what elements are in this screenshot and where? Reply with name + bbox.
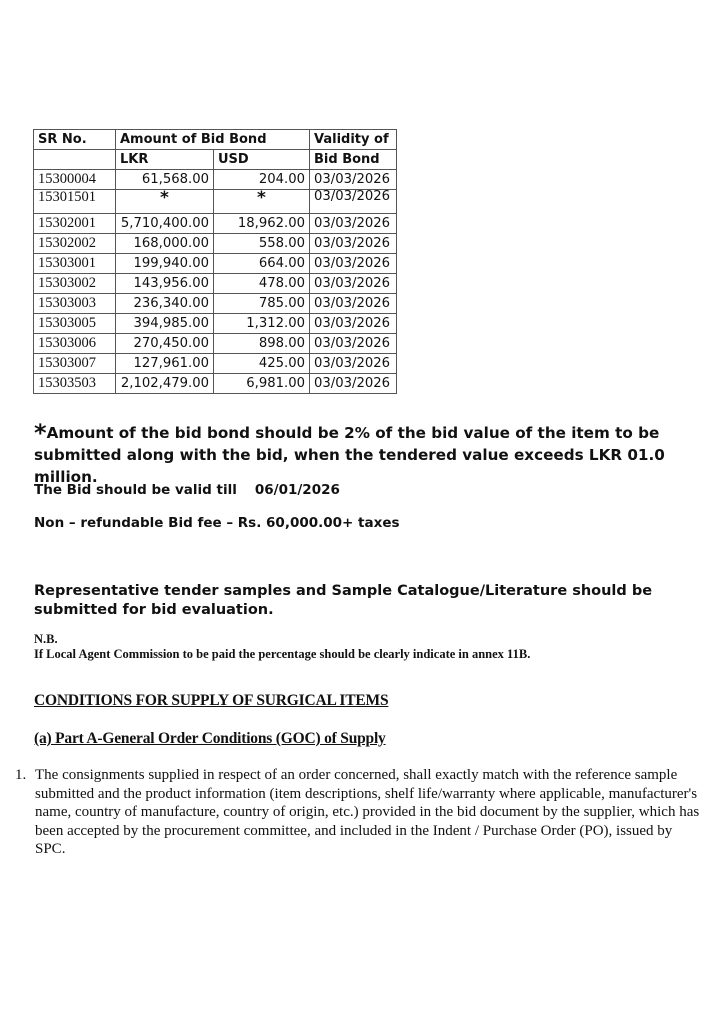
cell-usd: 664.00 <box>214 254 310 274</box>
cell-validity: 03/03/2026 <box>310 314 397 334</box>
header-validity-line1: Validity of <box>310 130 397 150</box>
cell-usd: 425.00 <box>214 354 310 374</box>
cell-validity: 03/03/2026 <box>310 294 397 314</box>
cell-sr-no: 15303503 <box>34 374 116 394</box>
table-row <box>34 234 397 254</box>
cell-usd: 1,312.00 <box>214 314 310 334</box>
table-row <box>34 374 397 394</box>
cell-validity: 03/03/2026 <box>310 234 397 254</box>
cell-sr-no: 15303007 <box>34 354 116 374</box>
cell-lkr: 270,450.00 <box>116 334 214 354</box>
nb-label: N.B. <box>34 632 58 646</box>
cell-validity: 03/03/2026 <box>310 274 397 294</box>
bid-bond-note <box>34 419 704 488</box>
table-row <box>34 254 397 274</box>
nb-text: If Local Agent Commission to be paid the percentage should be clearly indicate in annex 11B. <box>34 647 531 661</box>
cell-sr-no: 15303001 <box>34 254 116 274</box>
cell-validity: 03/03/2026 <box>310 254 397 274</box>
asterisk-marker: * <box>34 419 47 447</box>
cell-sr-no: 15302001 <box>34 214 116 234</box>
cell-sr-no: 15303003 <box>34 294 116 314</box>
header-sr-no: SR No. <box>34 130 116 150</box>
cell-usd: 18,962.00 <box>214 214 310 234</box>
table-row <box>34 294 397 314</box>
condition-item-text: The consignments supplied in respect of an order concerned, shall exactly match with the reference sample submitted and the product information (item descriptions, shelf life/warranty where applicable, manufacturer's name, country of manufacture, country of origin, etc.) provided in the bid document by the supplier, which has been accepted by the procurement committee, and included in the Indent / Purchase Order (PO), issued by SPC. <box>35 767 700 858</box>
conditions-heading: CONDITIONS FOR SUPPLY OF SURGICAL ITEMS <box>34 692 389 709</box>
cell-lkr: 143,956.00 <box>116 274 214 294</box>
cell-validity: 03/03/2026 <box>310 170 397 190</box>
cell-sr-no: 15303002 <box>34 274 116 294</box>
cell-usd: 898.00 <box>214 334 310 354</box>
header-sr-no-blank <box>34 150 116 170</box>
cell-usd: 785.00 <box>214 294 310 314</box>
bid-fee-line: Non – refundable Bid fee – Rs. 60,000.00+ taxes <box>34 515 400 531</box>
cell-lkr-asterisk: * <box>116 190 214 214</box>
bid-valid-till-label: The Bid should be valid till <box>34 482 237 498</box>
condition-item-1 <box>15 766 705 859</box>
condition-item-number: 1. <box>15 767 27 783</box>
cell-lkr: 2,102,479.00 <box>116 374 214 394</box>
cell-validity: 03/03/2026 <box>310 214 397 234</box>
cell-validity: 03/03/2026 <box>310 334 397 354</box>
nb-note <box>34 632 530 662</box>
table-header-row <box>34 130 397 150</box>
header-amount-of-bid-bond: Amount of Bid Bond <box>116 130 310 150</box>
cell-lkr: 394,985.00 <box>116 314 214 334</box>
cell-lkr: 61,568.00 <box>116 170 214 190</box>
header-usd: USD <box>214 150 310 170</box>
table-row <box>34 190 397 214</box>
cell-lkr: 236,340.00 <box>116 294 214 314</box>
cell-usd: 478.00 <box>214 274 310 294</box>
cell-validity: 03/03/2026 <box>310 190 397 214</box>
table-row <box>34 334 397 354</box>
cell-sr-no: 15303006 <box>34 334 116 354</box>
bid-valid-till-date: 06/01/2026 <box>254 482 340 498</box>
table-row <box>34 314 397 334</box>
table-row <box>34 170 397 190</box>
table-subheader-row <box>34 150 397 170</box>
cell-usd-asterisk: * <box>214 190 310 214</box>
cell-sr-no: 15303005 <box>34 314 116 334</box>
cell-validity: 03/03/2026 <box>310 354 397 374</box>
cell-validity: 03/03/2026 <box>310 374 397 394</box>
bid-bond-table <box>33 129 397 394</box>
cell-sr-no: 15301501 <box>34 190 116 214</box>
cell-lkr: 168,000.00 <box>116 234 214 254</box>
part-a-heading: (a) Part A-General Order Conditions (GOC) of Supply <box>34 730 386 747</box>
cell-lkr: 5,710,400.00 <box>116 214 214 234</box>
cell-lkr: 127,961.00 <box>116 354 214 374</box>
cell-sr-no: 15300004 <box>34 170 116 190</box>
cell-usd: 6,981.00 <box>214 374 310 394</box>
header-lkr: LKR <box>116 150 214 170</box>
table-row <box>34 354 397 374</box>
bid-validity-line <box>34 482 340 498</box>
header-validity-line2: Bid Bond <box>310 150 397 170</box>
samples-requirement: Representative tender samples and Sample Catalogue/Literature should be submitted for bid evaluation. <box>34 583 653 618</box>
cell-sr-no: 15302002 <box>34 234 116 254</box>
bid-bond-note-text: Amount of the bid bond should be 2% of the bid value of the item to be submitted along with the bid, when the tendered value exceeds LKR 01.0 million. <box>34 424 665 486</box>
table-row <box>34 214 397 234</box>
table-row <box>34 274 397 294</box>
cell-usd: 204.00 <box>214 170 310 190</box>
cell-usd: 558.00 <box>214 234 310 254</box>
cell-lkr: 199,940.00 <box>116 254 214 274</box>
